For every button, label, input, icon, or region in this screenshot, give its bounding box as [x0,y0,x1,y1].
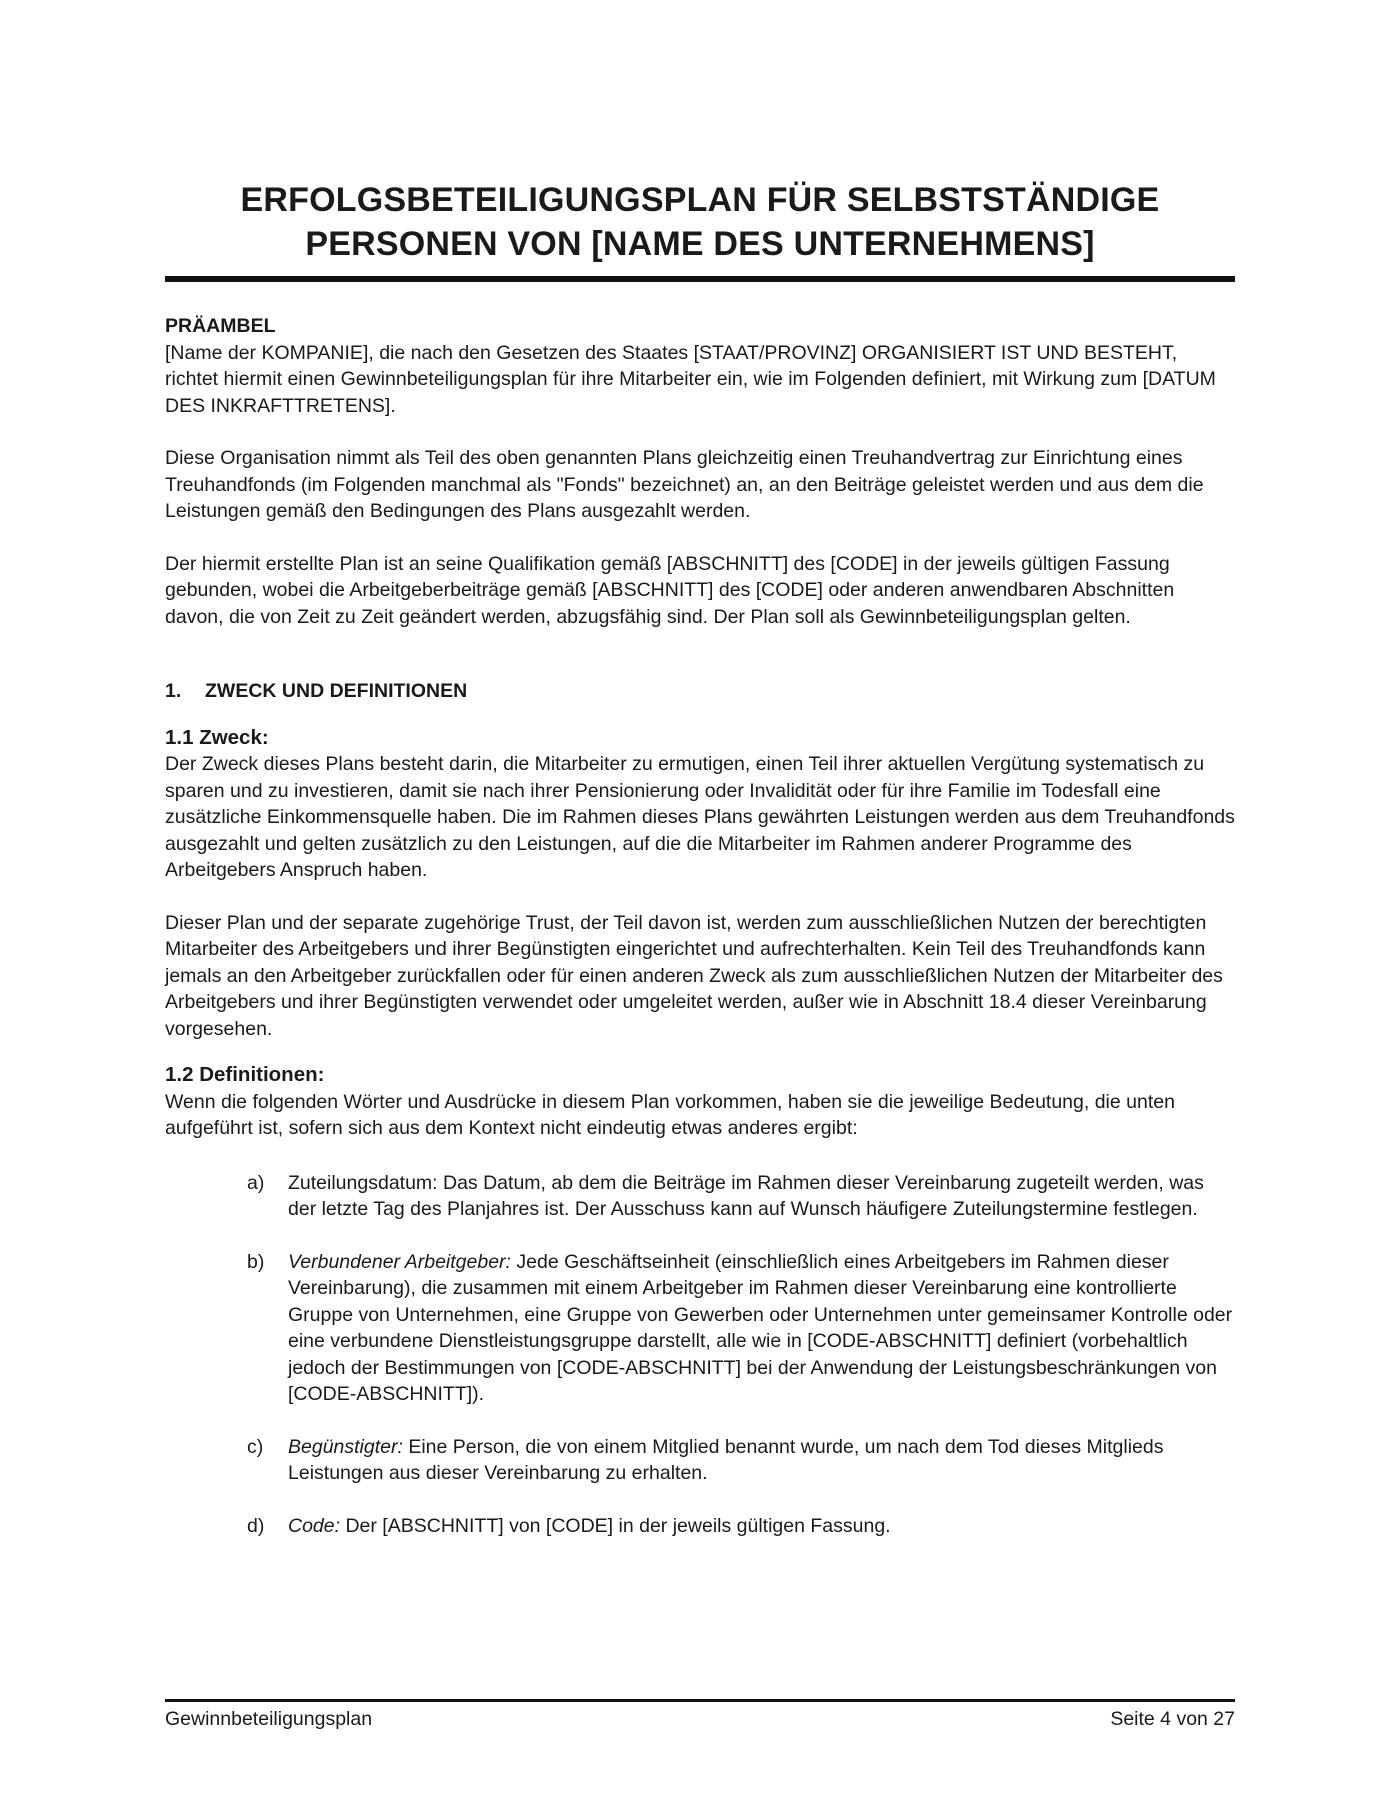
definition-text: Der [ABSCHNITT] von [CODE] in der jeweils gültigen Fassung. [340,1514,891,1537]
subsection-1-2-intro: Wenn die folgenden Wörter und Ausdrücke in diesem Plan vorkommen, haben sie die jeweilige Bedeutung, die unten aufgeführt ist, sofern sich aus dem Kontext nicht eindeutig etwas anderes ergibt: [165,1090,1175,1139]
definitions-list [165,1170,1235,1540]
document-body [165,313,1235,1565]
section-1-number: 1. [165,680,182,702]
definition-term: Verbundener Arbeitgeber: [288,1250,511,1273]
list-marker: a) [247,1171,265,1194]
subsection-1-1-paragraph-2: Dieser Plan und der separate zugehörige Trust, der Teil davon ist, werden zum ausschließlichen Nutzen der berechtigten Mitarbeiter des Arbeitgebers und ihrer Begünstigten eingerichtet und aufrechterhalten. Kein Teil des Treuhandfonds kann jemals an den Arbeitgeber zurückfallen oder für einen anderen Zweck als zum ausschließlichen Nutzen der Mitarbeiter des Arbeitgebers und ihrer Begünstigten verwendet oder umgeleitet werden, außer wie in Abschnitt 18.4 dieser Vereinbarung vorgesehen. [165,911,1223,1040]
document-title [165,178,1235,266]
footer-page-number: Seite 4 von 27 [1110,1708,1235,1730]
definition-item [165,1170,1235,1223]
definition-text: Zuteilungsdatum: Das Datum, ab dem die Beiträge im Rahmen dieser Vereinbarung zugeteilt werden, was der letzte Tag des Planjahres ist. Der Ausschuss kann auf Wunsch häufigere Zuteilungstermine festlegen. [288,1171,1204,1220]
subsection-1-1-heading: 1.1 Zweck: [165,725,269,749]
definition-text: Jede Geschäftseinheit (einschließlich eines Arbeitgebers im Rahmen dieser Vereinbarung), die zusammen mit einem Arbeitgeber im Rahmen dieser Vereinbarung eine kontrollierte Gruppe von Unternehmen, eine Gruppe von Gewerben oder Unternehmen unter gemeinsamer Kontrolle oder eine verbundene Dienstleistungsgruppe darstellt, alle wie in [CODE-ABSCHNITT] definiert (vorbehaltlich jedoch der Bestimmungen von [CODE-ABSCHNITT] bei der Anwendung der Leistungsbeschränkungen von [CODE-ABSCHNITT]). [288,1250,1233,1405]
definition-item [165,1513,1235,1540]
list-marker: c) [247,1435,264,1458]
title-line-2: PERSONEN VON [NAME DES UNTERNEHMENS] [305,225,1095,263]
list-marker: d) [247,1514,265,1537]
footer-document-name: Gewinnbeteiligungsplan [165,1708,373,1730]
page-footer [165,1708,1235,1731]
definition-item [165,1434,1235,1487]
document-page [165,0,1235,1812]
preamble-paragraph-1: [Name der KOMPANIE], die nach den Gesetzen des Staates [STAAT/PROVINZ] ORGANISIERT IST UND BESTEHT, richtet hiermit einen Gewinnbeteiligungsplan für ihre Mitarbeiter ein, wie im Folgenden definiert, mit Wirkung zum [DATUM DES INKRAFTTRETENS]. [165,341,1216,417]
preamble-paragraph-3: Der hiermit erstellte Plan ist an seine Qualifikation gemäß [ABSCHNITT] des [CODE] in der jeweils gültigen Fassung gebunden, wobei die Arbeitgeberbeiträge gemäß [ABSCHNITT] des [CODE] oder anderen anwendbaren Abschnitten davon, die von Zeit zu Zeit geändert werden, abzugsfähig sind. Der Plan soll als Gewinnbeteiligungsplan gelten. [165,552,1175,628]
preamble-paragraph-2: Diese Organisation nimmt als Teil des oben genannten Plans gleichzeitig einen Treuhandvertrag zur Einrichtung eines Treuhandfonds (im Folgenden manchmal als "Fonds" bezeichnet) an, an den Beiträge geleistet werden und aus dem die Leistungen gemäß den Bedingungen des Plans ausgezahlt werden. [165,447,1204,522]
section-1-heading [165,678,1235,705]
title-divider [165,276,1235,282]
footer-divider [165,1699,1235,1702]
definition-item [165,1249,1235,1408]
definition-term: Code: [288,1514,341,1537]
section-1-title: ZWECK UND DEFINITIONEN [205,680,468,702]
subsection-1-1-paragraph-1: Der Zweck dieses Plans besteht darin, die Mitarbeiter zu ermutigen, einen Teil ihrer aktuellen Vergütung systematisch zu sparen und zu investieren, damit sie nach ihrer Pensionierung oder Invalidität oder für ihre Familie im Todesfall eine zusätzliche Einkommensquelle haben. Die im Rahmen dieses Plans gewährten Leistungen werden aus dem Treuhandfonds ausgezahlt und gelten zusätzlich zu den Leistungen, auf die die Mitarbeiter im Rahmen anderer Programme des Arbeitgebers Anspruch haben. [165,753,1235,881]
definition-text: Eine Person, die von einem Mitglied benannt wurde, um nach dem Tod dieses Mitglieds Leistungen aus dieser Vereinbarung zu erhalten. [288,1435,1164,1484]
preamble-heading: PRÄAMBEL [165,315,276,337]
title-line-1: ERFOLGSBETEILIGUNGSPLAN FÜR SELBSTSTÄNDIGE [240,181,1160,219]
subsection-1-2-heading: 1.2 Definitionen: [165,1063,325,1086]
definition-term: Begünstigter: [288,1435,403,1458]
list-marker: b) [247,1250,265,1273]
